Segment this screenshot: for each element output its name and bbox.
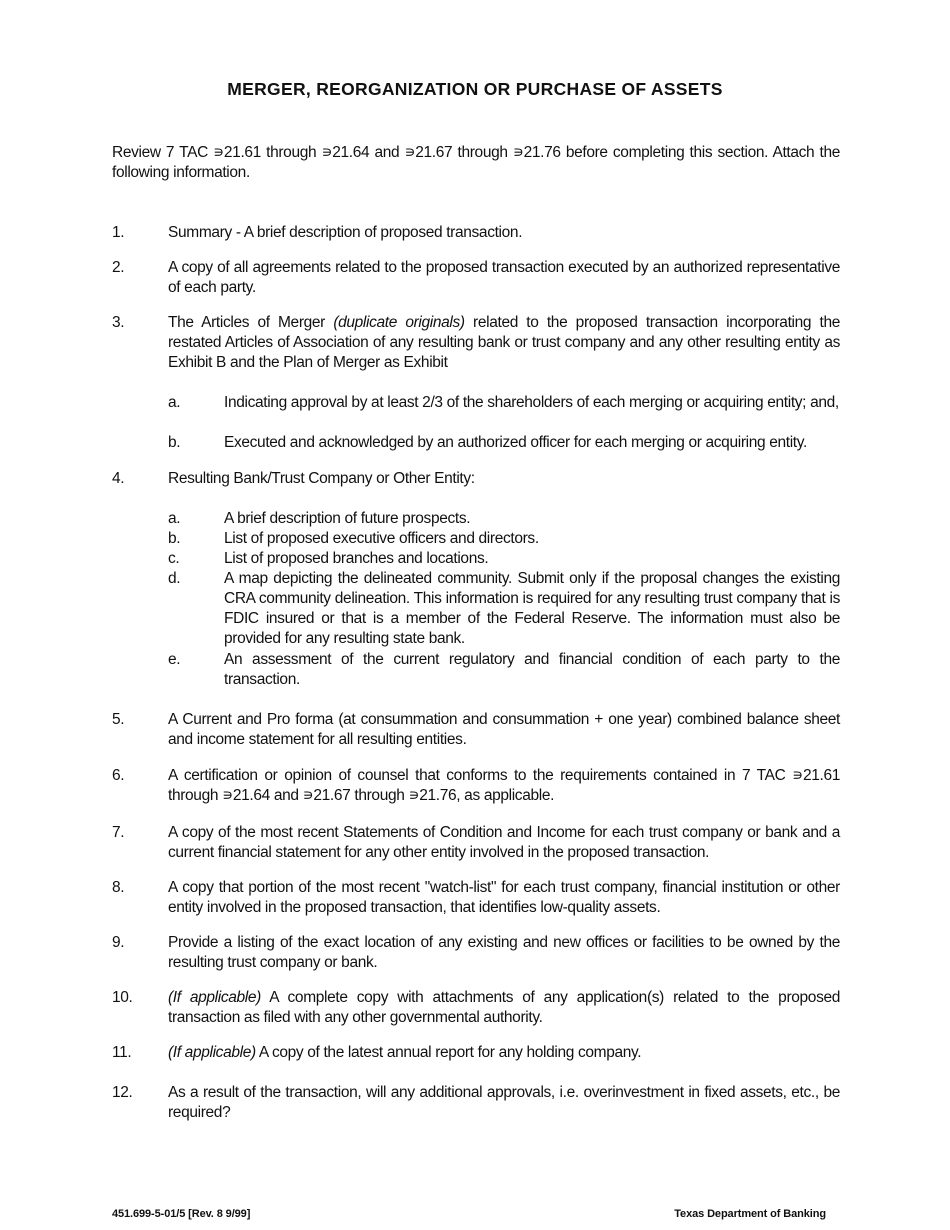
sub-item-text: List of proposed branches and locations. — [224, 550, 489, 567]
item-number: 4. — [112, 470, 125, 487]
item-text-italic: (If applicable) — [168, 1044, 256, 1061]
item-text: As a result of the transaction, will any additional approvals, i.e. overinvestment in fixed assets, etc., be required? — [168, 1084, 840, 1121]
item-number: 8. — [112, 879, 125, 896]
sub-item-letter: b. — [168, 434, 181, 451]
item-number: 9. — [112, 934, 125, 951]
item-number: 11. — [112, 1044, 132, 1061]
footer-form-number: 451.699-5-01/5 [Rev. 8 9/99] — [112, 1208, 251, 1220]
item-number: 2. — [112, 259, 125, 276]
item-text: A copy of the most recent Statements of Condition and Income for each trust company or bank and a current financial statement for any other entity involved in the proposed transaction. — [168, 824, 840, 861]
item-text — [168, 988, 840, 1028]
intro-paragraph: Review 7 TAC ∍21.61 through ∍21.64 and ∍21.67 through ∍21.76 before completing this section. Attach the following information. — [112, 144, 840, 181]
sub-item-text: List of proposed executive officers and directors. — [224, 530, 539, 547]
sub-item-letter: a. — [168, 394, 181, 411]
sub-item-letter: c. — [168, 550, 180, 567]
item-number: 1. — [112, 224, 125, 241]
item-text: Provide a listing of the exact location of any existing and new offices or facilities to be owned by the resulting trust company or bank. — [168, 934, 840, 971]
item-text: A certification or opinion of counsel that conforms to the requirements contained in 7 TAC ∍21.61 through ∍21.64 and ∍21.67 through ∍21.76, as applicable. — [168, 767, 840, 804]
sub-item-letter: b. — [168, 530, 181, 547]
sub-item-text: Indicating approval by at least 2/3 of the shareholders of each merging or acquiring entity; and, — [224, 394, 839, 411]
item-text-italic: (If applicable) — [168, 989, 261, 1006]
item-text: A copy of all agreements related to the proposed transaction executed by an authorized representative of each party. — [168, 259, 840, 296]
item-text — [168, 313, 840, 373]
item-text-italic: (duplicate originals) — [333, 314, 465, 331]
sub-item-letter: d. — [168, 570, 181, 587]
item-text: A copy that portion of the most recent "watch-list" for each trust company, financial institution or other entity involved in the proposed transaction, that identifies low-quality assets. — [168, 879, 840, 916]
item-text-post: related to the proposed transaction incorporating the restated Articles of Association of any resulting bank or trust company and any other resulting entity as Exhibit B and the Plan of Merger as Exhibit — [168, 314, 840, 371]
item-text — [168, 1043, 840, 1063]
page-title: MERGER, REORGANIZATION OR PURCHASE OF ASSETS — [227, 79, 723, 99]
item-number: 3. — [112, 314, 125, 331]
sub-item-letter: e. — [168, 651, 181, 668]
item-number: 6. — [112, 767, 125, 784]
item-text-body: A copy of the latest annual report for any holding company. — [255, 1044, 642, 1061]
item-text: A Current and Pro forma (at consummation and consummation + one year) combined balance sheet and income statement for all resulting entities. — [168, 711, 840, 748]
item-text-pre: The Articles of Merger — [168, 314, 334, 331]
item-number: 5. — [112, 711, 125, 728]
sub-item-text: A brief description of future prospects. — [224, 510, 471, 527]
footer-agency: Texas Department of Banking — [674, 1208, 826, 1220]
sub-item-letter: a. — [168, 510, 181, 527]
item-number: 12. — [112, 1084, 133, 1101]
sub-item-text: Executed and acknowledged by an authorized officer for each merging or acquiring entity. — [224, 434, 807, 451]
sub-item-text: A map depicting the delineated community. Submit only if the proposal changes the existing CRA community delineation. This information is required for any resulting trust company that is FDIC insured or that is a member of the Federal Reserve. The information must also be provided for any resulting state bank. — [224, 570, 840, 647]
item-text: Summary - A brief description of proposed transaction. — [168, 224, 523, 241]
item-number: 10. — [112, 989, 133, 1006]
item-number: 7. — [112, 824, 125, 841]
sub-item-text: An assessment of the current regulatory and financial condition of each party to the transaction. — [224, 651, 840, 688]
item-text-body: A complete copy with attachments of any application(s) related to the proposed transaction as filed with any other governmental authority. — [168, 989, 841, 1026]
item-text: Resulting Bank/Trust Company or Other Entity: — [168, 470, 475, 487]
